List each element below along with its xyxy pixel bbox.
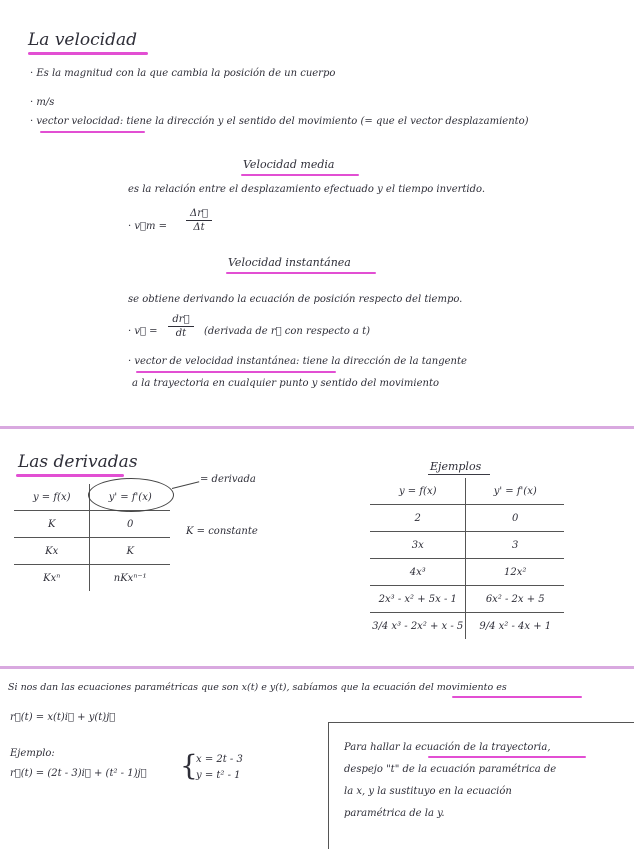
table-cell: 0: [90, 511, 170, 538]
parametric-formula: r⃗(t) = x(t)i⃗ + y(t)j⃗: [10, 712, 116, 723]
circle-arrow: [172, 481, 199, 489]
ejemplo-formula: r⃗(t) = (2t - 3)i⃗ + (t² - 1)j⃗: [10, 768, 147, 779]
derivadas-title-highlight: [16, 474, 124, 477]
table-row: [370, 532, 564, 559]
table-header-cell: y = f(x): [14, 484, 90, 511]
table-cell: 3x: [370, 532, 466, 559]
bullet-units: · m/s: [30, 97, 55, 108]
media-fraction: [186, 208, 212, 233]
section-divider: [0, 426, 634, 429]
box-line-1: Para hallar la ecuación de la trayectoria,: [344, 742, 551, 753]
table-cell: 4x³: [370, 559, 466, 586]
title-highlight: [28, 52, 148, 55]
table-cell: Kx: [14, 538, 90, 565]
bullet-vector: · vector velocidad: tiene la dirección y el sentido del movimiento (= que el vector desplazamiento): [30, 116, 529, 127]
instantanea-heading-highlight: [226, 272, 376, 274]
table-cell: 12x²: [466, 559, 564, 586]
table-cell: 2: [370, 505, 466, 532]
instantanea-heading: Velocidad instantánea: [228, 256, 351, 269]
trayectoria-highlight: [428, 756, 586, 758]
table-cell: 2x³ - x² + 5x - 1: [370, 586, 466, 613]
table-cell: 3/4 x³ - 2x² + x - 5: [370, 613, 466, 640]
instantanea-denominator: dt: [175, 328, 187, 339]
param-x: x = 2t - 3: [196, 754, 243, 765]
page-title: La velocidad: [28, 30, 138, 50]
table-header-row: [370, 478, 564, 505]
media-formula-lhs: · v⃗m =: [128, 221, 168, 232]
instantanea-description: se obtiene derivando la ecuación de posición respecto del tiempo.: [128, 294, 463, 305]
section-divider: [0, 666, 634, 669]
table-cell: 0: [466, 505, 564, 532]
ejemplos-title: Ejemplos: [430, 460, 482, 473]
brace: {: [180, 749, 198, 782]
table-header-cell: y' = f'(x): [493, 485, 537, 497]
box-line-3: la x, y la sustituyo en la ecuación: [344, 786, 512, 797]
table-row: [14, 538, 170, 565]
fraction-bar: [168, 326, 194, 327]
table-cell: K: [14, 511, 90, 538]
table-header-cell: y = f(x): [370, 478, 466, 505]
table-row: [370, 505, 564, 532]
media-denominator: Δt: [193, 222, 205, 233]
media-heading-highlight: [241, 174, 359, 176]
ecuacion-highlight: [452, 696, 582, 698]
table-row: [370, 559, 564, 586]
table-cell: 6x² - 2x + 5: [466, 586, 564, 613]
table-header-cell: y' = f'(x): [108, 491, 152, 503]
table-row: [370, 613, 564, 640]
fraction-bar: [186, 220, 212, 221]
media-description: es la relación entre el desplazamiento efectuado y el tiempo invertido.: [128, 184, 486, 195]
table-cell: K: [90, 538, 170, 565]
instantanea-note: (derivada de r⃗ con respecto a t): [204, 326, 371, 337]
box-line-4: paramétrica de la y.: [344, 808, 445, 819]
instantanea-numerator: dr⃗: [172, 314, 190, 325]
bullet-definition: · Es la magnitud con la que cambia la posición de un cuerpo: [30, 68, 336, 79]
ejemplo-label: Ejemplo:: [10, 748, 55, 759]
media-heading: Velocidad media: [243, 158, 335, 171]
table-cell: 3: [466, 532, 564, 559]
table-cell: 9/4 x² - 4x + 1: [466, 613, 564, 640]
vector-highlight: [40, 131, 145, 133]
table-cell: Kxⁿ: [14, 565, 90, 592]
ejemplos-underline: [428, 474, 490, 475]
instantanea-vector-highlight: [136, 371, 336, 373]
circle-note: = derivada: [200, 474, 256, 485]
media-numerator: Δr⃗: [189, 208, 208, 219]
ejemplos-table: [370, 478, 564, 639]
instantanea-vector-line1: · vector de velocidad instantánea: tiene la dirección de la tangente: [128, 356, 467, 367]
table-row: [370, 586, 564, 613]
instantanea-vector-line2: a la trayectoria en cualquier punto y sentido del movimiento: [132, 378, 439, 389]
instantanea-formula-lhs: · v⃗ =: [128, 326, 158, 337]
table-row: [14, 565, 170, 592]
table-row: [14, 511, 170, 538]
k-note: K = constante: [186, 526, 258, 537]
param-y: y = t² - 1: [196, 770, 241, 781]
box-line-2: despejo "t" de la ecuación paramétrica de: [344, 764, 557, 775]
instantanea-fraction: [168, 314, 194, 339]
table-cell: nKxⁿ⁻¹: [90, 565, 170, 592]
derivative-circle: [88, 478, 174, 512]
derivadas-title: Las derivadas: [18, 452, 138, 472]
parametric-intro: Si nos dan las ecuaciones paramétricas que son x(t) e y(t), sabíamos que la ecuación del movimiento es: [8, 682, 507, 693]
